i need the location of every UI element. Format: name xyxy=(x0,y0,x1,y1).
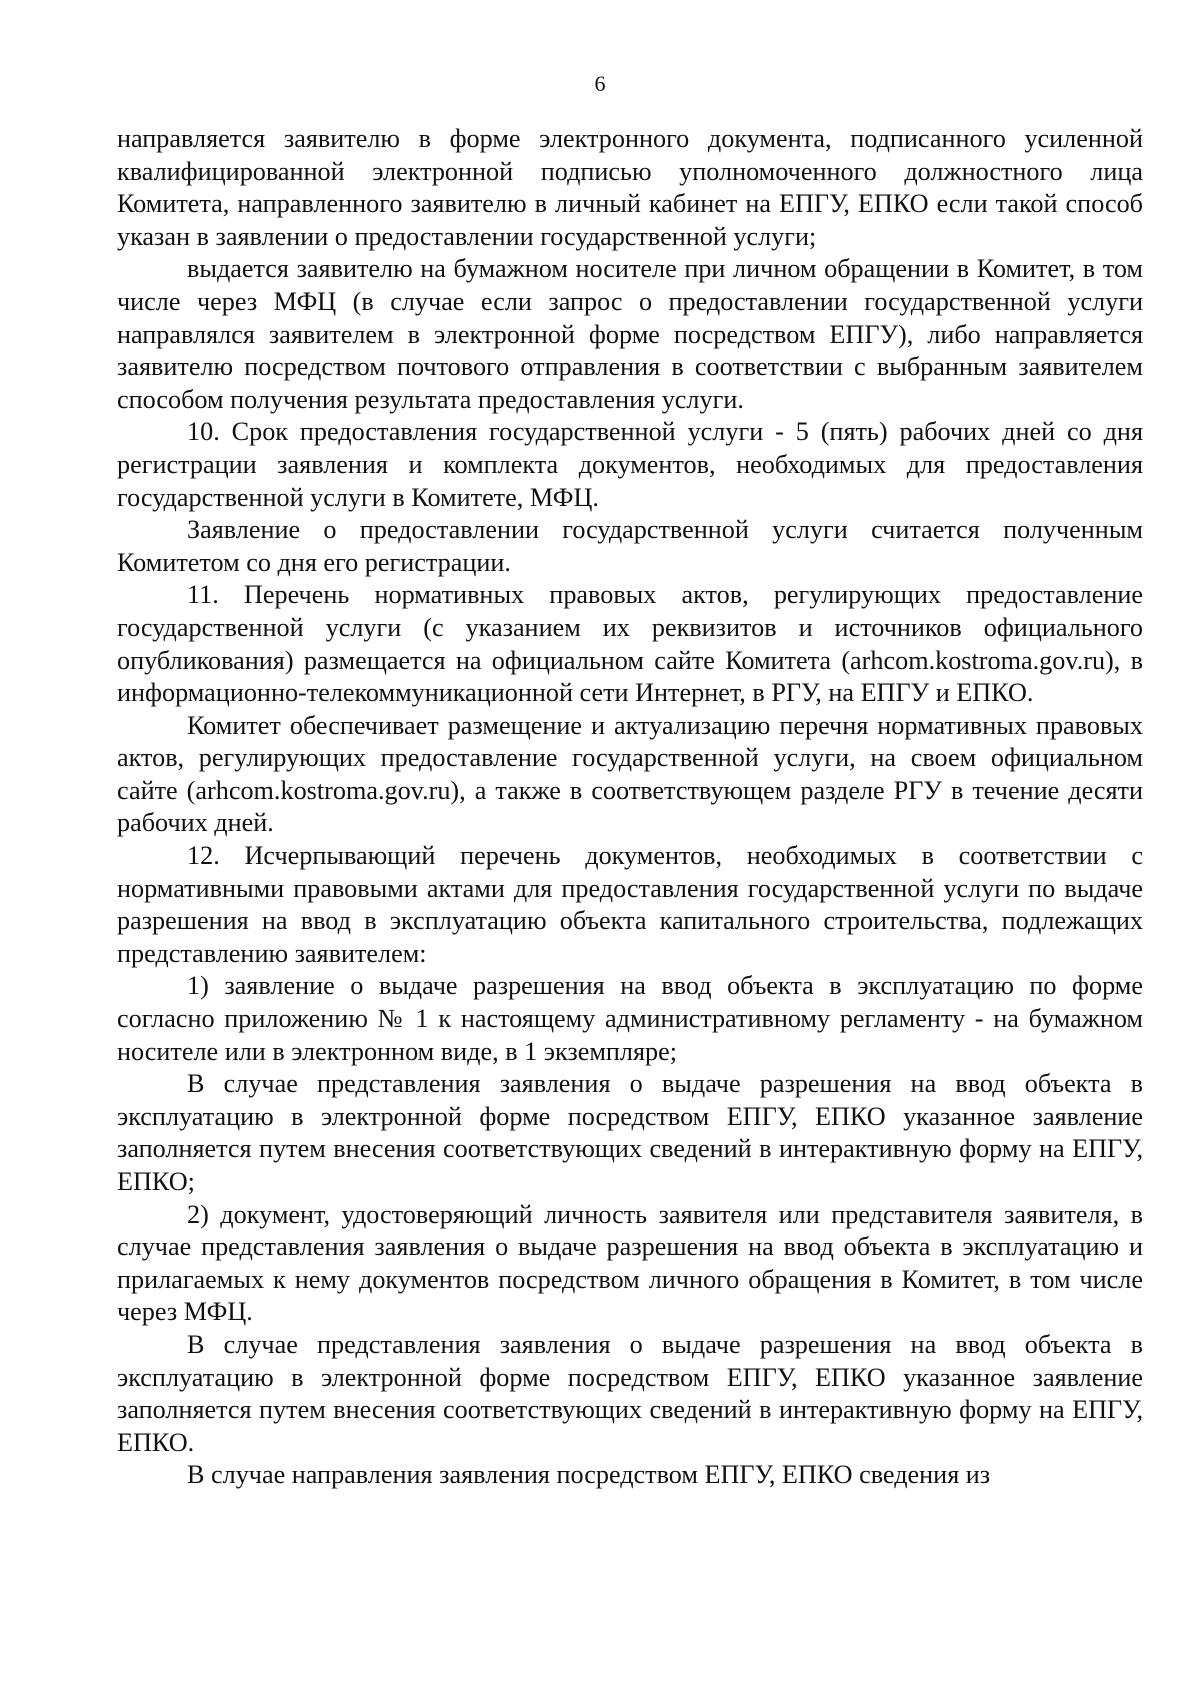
paragraph-2: выдается заявителю на бумажном носителе при личном обращении в Комитет, в том числе через МФЦ (в случае если запрос о предоставлении государственной услуги направлялся заявителем в электронной форме посредством ЕПГУ), либо направляется заявителю посредством почтового отправления в соответствии с выбранным заявителем способом получения результата предоставления услуги. xyxy=(117,254,1143,414)
paragraph-5: 11. Перечень нормативных правовых актов, регулирующих предоставление государственной услуги (с указанием их реквизитов и источников официального опубликования) размещается на официальном сайте Комитета (arhcom.kostroma.gov.ru), в информационно-телекоммуникационной сети Интернет, в РГУ, на ЕПГУ и ЕПКО. xyxy=(117,580,1143,708)
paragraph-11: В случае представления заявления о выдаче разрешения на ввод объекта в эксплуатацию в электронной форме посредством ЕПГУ, ЕПКО указанное заявление заполняется путем внесения соответствующих сведений в интерактивную форму на ЕПГУ, ЕПКО. xyxy=(117,1329,1143,1457)
paragraph-12: В случае направления заявления посредством ЕПГУ, ЕПКО сведения из xyxy=(187,1460,991,1490)
paragraph-8: 1) заявление о выдаче разрешения на ввод объекта в эксплуатацию по форме согласно приложению № 1 к настоящему административному регламенту - на бумажном носителе или в электронном виде, в 1 экземпляре; xyxy=(117,971,1143,1066)
paragraph-1: направляется заявителю в форме электронного документа, подписанного усиленной квалифицированной электронной подписью уполномоченного должностного лица Комитета, направленного заявителю в личный кабинет на ЕПГУ, ЕПКО если такой способ указан в заявлении о предоставлении государственной услуги; xyxy=(117,124,1143,251)
paragraph-3: 10. Срок предоставления государственной услуги - 5 (пять) рабочих дней со дня регистрации заявления и комплекта документов, необходимых для предоставления государственной услуги в Комитете, МФЦ. xyxy=(117,417,1143,512)
document-body xyxy=(117,123,1143,1492)
paragraph-10: 2) документ, удостоверяющий личность заявителя или представителя заявителя, в случае представления заявления о выдаче разрешения на ввод объекта в эксплуатацию и прилагаемых к нему документов посредством личного обращения в Комитет, в том числе через МФЦ. xyxy=(117,1199,1143,1327)
paragraph-6: Комитет обеспечивает размещение и актуализацию перечня нормативных правовых актов, регулирующих предоставление государственной услуги, на своем официальном сайте (arhcom.kostroma.gov.ru), а также в соответствующем разделе РГУ в течение десяти рабочих дней. xyxy=(117,710,1143,838)
paragraph-4: Заявление о предоставлении государственной услуги считается полученным Комитетом со дня его регистрации. xyxy=(117,515,1143,577)
page-number: 6 xyxy=(594,71,606,96)
paragraph-7: 12. Исчерпывающий перечень документов, необходимых в соответствии с нормативными правовыми актами для предоставления государственной услуги по выдаче разрешения на ввод в эксплуатацию объекта капитального строительства, подлежащих представлению заявителем: xyxy=(117,841,1143,968)
paragraph-9: В случае представления заявления о выдаче разрешения на ввод объекта в эксплуатацию в электронной форме посредством ЕПГУ, ЕПКО указанное заявление заполняется путем внесения соответствующих сведений в интерактивную форму на ЕПГУ, ЕПКО; xyxy=(117,1069,1143,1196)
